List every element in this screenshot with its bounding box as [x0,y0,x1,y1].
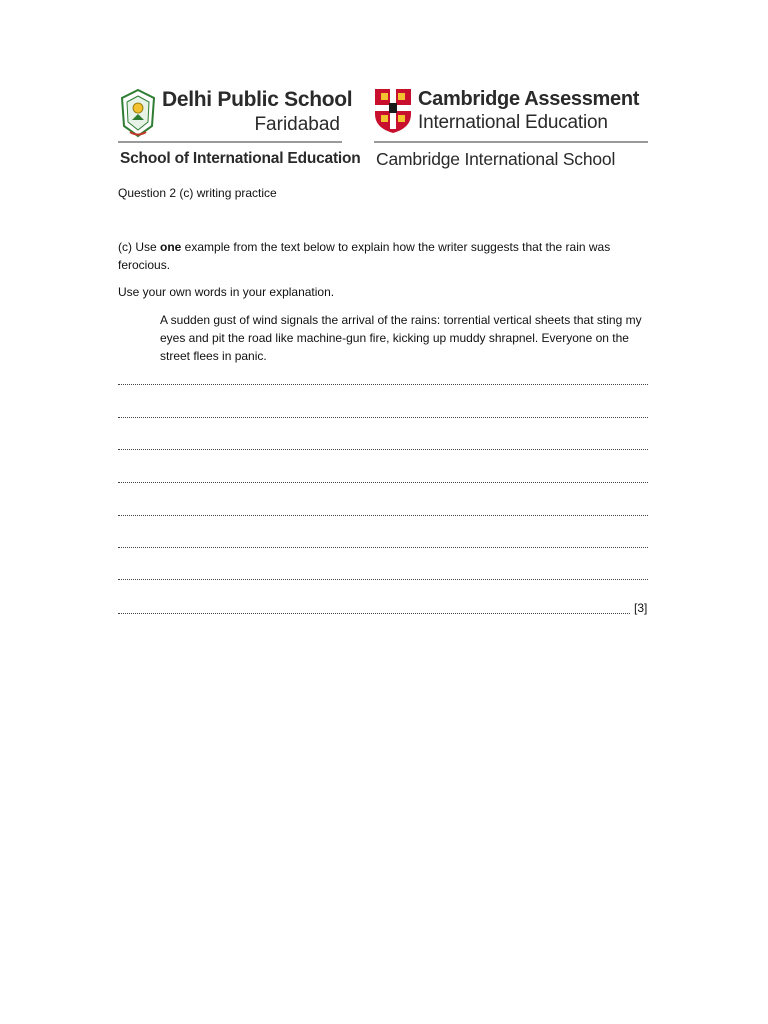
prompt-suffix: example from the text below to explain how the writer suggests that the rain was ferocious. [118,240,611,272]
answer-line[interactable] [118,515,648,516]
answer-line-last[interactable] [118,613,630,614]
cambridge-logo [374,86,650,172]
dps-logo [118,86,361,172]
cambridge-shield-icon [374,88,412,134]
text-extract: A sudden gust of wind signals the arrival of the rains: torrential vertical sheets that sting my eyes and pit the road like machine-gun fire, kicking up muddy shrapnel. Everyone on the street flees in panic. [160,313,642,363]
cambridge-school-name: Cambridge International School [376,149,616,169]
answer-line[interactable] [118,579,648,580]
dps-name: Delhi Public School [162,88,353,111]
answer-line[interactable] [118,482,648,483]
answer-line[interactable] [118,449,648,450]
answer-line[interactable] [118,547,648,548]
prompt-emphasis: one [160,240,182,254]
answer-line[interactable] [118,384,648,385]
dps-emblem-icon [118,88,158,138]
prompt-prefix: (c) Use [118,240,160,254]
answer-line[interactable] [118,417,648,418]
question-prompt [118,238,638,274]
cambridge-subtitle: International Education [418,112,608,133]
question-instruction: Use your own words in your explanation. [118,285,335,299]
cambridge-divider [374,141,648,143]
question-title: Question 2 (c) writing practice [118,186,277,200]
dps-school-name: School of International Education [120,150,361,167]
cambridge-name: Cambridge Assessment [418,88,640,110]
marks-label: [3] [634,601,648,615]
dps-city: Faridabad [254,114,340,135]
dps-divider [118,141,342,143]
